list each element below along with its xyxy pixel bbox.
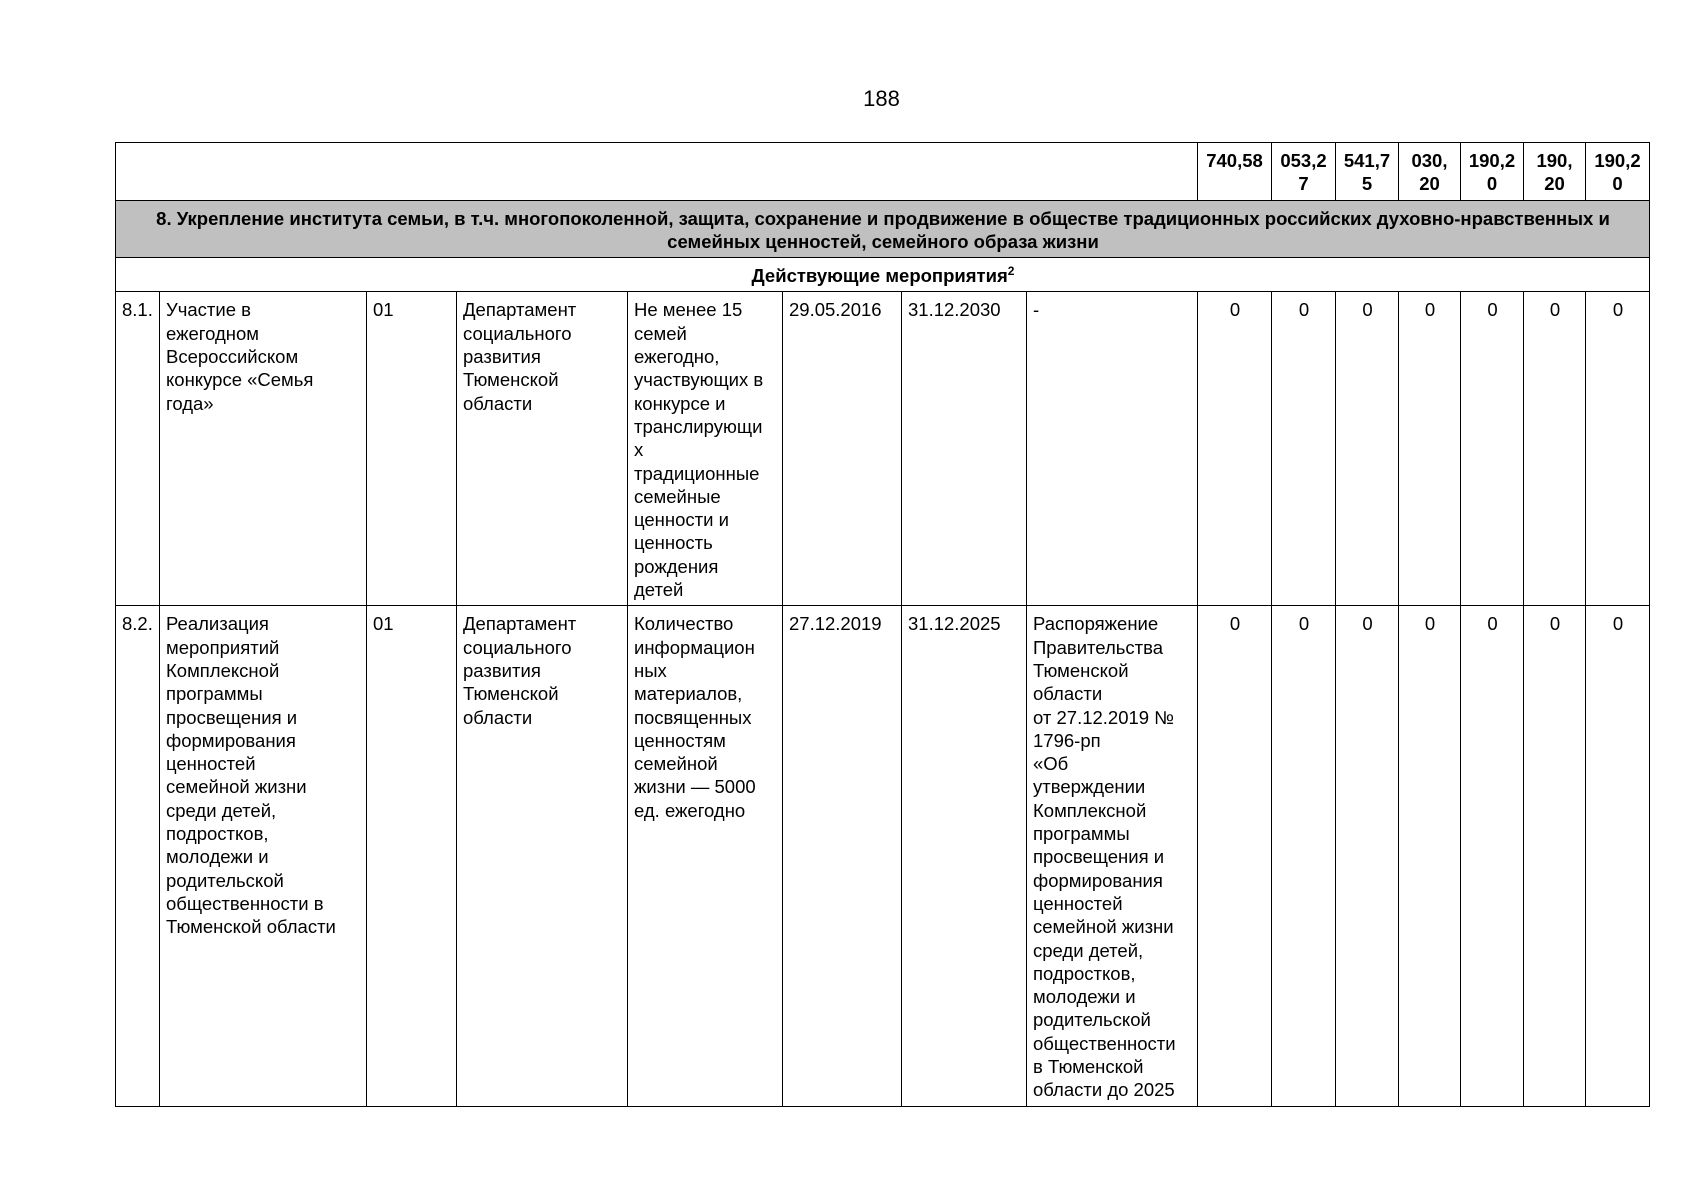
subsection-header-row	[116, 258, 1650, 292]
table-row	[116, 292, 1650, 606]
funding-value: 0	[1586, 606, 1650, 1106]
indicator: Количество информацион ных материалов, посвященных ценностям семейной жизни — 5000 ед. ежегодно	[628, 606, 783, 1106]
table-row	[116, 606, 1650, 1106]
total-value: 740,58	[1198, 143, 1272, 201]
funding-value: 0	[1272, 292, 1336, 606]
funding-value: 0	[1524, 292, 1586, 606]
row-number: 8.1.	[116, 292, 160, 606]
subsection-title: Действующие мероприятия	[751, 265, 1008, 287]
activity-name: Участие в ежегодном Всероссийском конкурсе «Семья года»	[160, 292, 367, 606]
total-value: 190, 20	[1524, 143, 1586, 201]
funding-value: 0	[1336, 606, 1399, 1106]
indicator: Не менее 15 семей ежегодно, участвующих в конкурсе и транслирующи х традиционные семейные ценности и ценность рождения детей	[628, 292, 783, 606]
end-date: 31.12.2025	[902, 606, 1027, 1106]
executor: Департамент социального развития Тюменской области	[457, 606, 628, 1106]
total-value: 030, 20	[1399, 143, 1461, 201]
activity-name: Реализация мероприятий Комплексной программы просвещения и формирования ценностей семейной жизни среди детей, подростков, молодежи и родительской общественности в Тюменской области	[160, 606, 367, 1106]
totals-label-cell	[116, 143, 1198, 201]
subsection-title-cell	[116, 258, 1650, 292]
funding-value: 0	[1524, 606, 1586, 1106]
funding-value: 0	[1198, 292, 1272, 606]
row-number: 8.2.	[116, 606, 160, 1106]
total-value: 541,7 5	[1336, 143, 1399, 201]
total-value: 190,2 0	[1586, 143, 1650, 201]
program-table	[115, 142, 1650, 1107]
total-value: 053,2 7	[1272, 143, 1336, 201]
funding-value: 0	[1586, 292, 1650, 606]
legal-document: Распоряжение Правительства Тюменской области от 27.12.2019 № 1796-рп «Об утверждении Комплексной программы просвещения и формирования ценностей семейной жизни среди детей, подростков, молодежи и родительской общественности в Тюменской области до 2025	[1027, 606, 1198, 1106]
funding-value: 0	[1399, 606, 1461, 1106]
start-date: 27.12.2019	[783, 606, 902, 1106]
funding-value: 0	[1461, 606, 1524, 1106]
funding-value: 0	[1272, 606, 1336, 1106]
footnote-marker: 2	[1007, 264, 1015, 279]
funding-value: 0	[1198, 606, 1272, 1106]
total-value: 190,2 0	[1461, 143, 1524, 201]
executor: Департамент социального развития Тюменской области	[457, 292, 628, 606]
funding-value: 0	[1399, 292, 1461, 606]
page-number: 188	[863, 86, 900, 111]
code: 01	[367, 292, 457, 606]
funding-value: 0	[1336, 292, 1399, 606]
totals-row	[116, 143, 1650, 201]
section-header-row	[116, 200, 1650, 258]
legal-document: -	[1027, 292, 1198, 606]
section-title: 8. Укрепление института семьи, в т.ч. многопоколенной, защита, сохранение и продвижение в обществе традиционных российских духовно-нравственных и семейных ценностей, семейного образа жизни	[116, 200, 1650, 258]
code: 01	[367, 606, 457, 1106]
start-date: 29.05.2016	[783, 292, 902, 606]
funding-value: 0	[1461, 292, 1524, 606]
end-date: 31.12.2030	[902, 292, 1027, 606]
